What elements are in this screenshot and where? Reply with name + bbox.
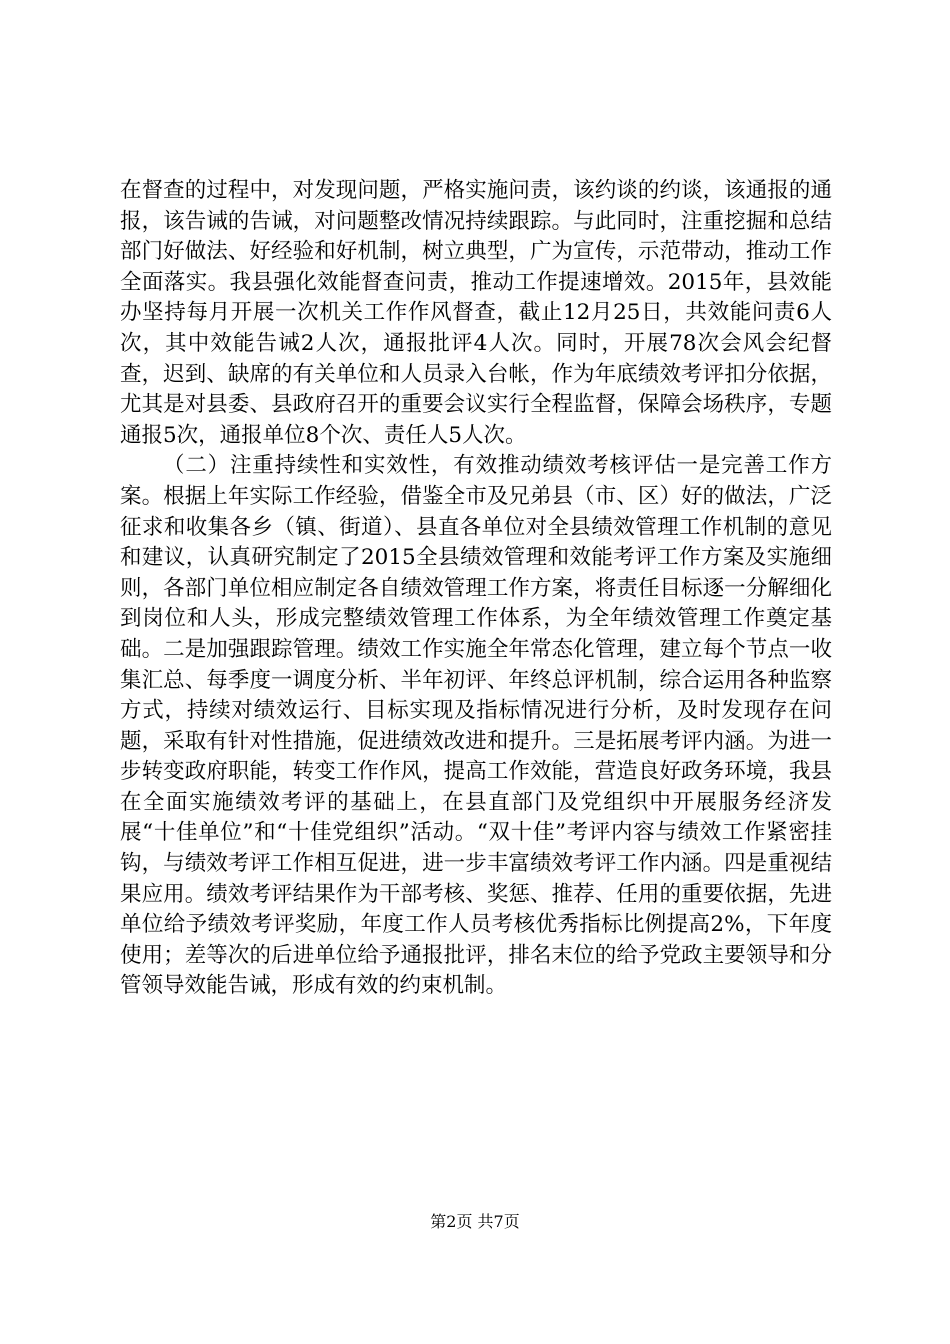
document-body	[120, 176, 832, 1002]
paragraph-1: 在督查的过程中，对发现问题，严格实施问责，该约谈的约谈，该通报的通报，该告诫的告诫，对问题整改情况持续跟踪。与此同时，注重挖掘和总结部门好做法、好经验和好机制，树立典型，广为宣传，示范带动，推动工作全面落实。我县强化效能督查问责，推动工作提速增效。2015年，县效能办坚持每月开展一次机关工作作风督查，截止12月25日，共效能问责6人次，其中效能告诫2人次，通报批评4人次。同时，开展78次会风会纪督查，迟到、缺席的有关单位和人员录入台帐，作为年底绩效考评扣分依据，尤其是对县委、县政府召开的重要会议实行全程监督，保障会场秩序，专题通报5次，通报单位8个次、责任人5人次。	[120, 178, 832, 448]
page-footer: 第2页 共7页	[430, 1212, 520, 1231]
paragraph-2: （二）注重持续性和实效性，有效推动绩效考核评估一是完善工作方案。根据上年实际工作经验，借鉴全市及兄弟县（市、区）好的做法，广泛征求和收集各乡（镇、街道）、县直各单位对全县绩效管理工作机制的意见和建议，认真研究制定了2015全县绩效管理和效能考评工作方案及实施细则，各部门单位相应制定各自绩效管理工作方案，将责任目标逐一分解细化到岗位和人头，形成完整绩效管理工作体系，为全年绩效管理工作奠定基础。二是加强跟踪管理。绩效工作实施全年常态化管理，建立每个节点一收集汇总、每季度一调度分析、半年初评、年终总评机制，综合运用各种监察方式，持续对绩效运行、目标实现及指标情况进行分析，及时发现存在问题，采取有针对性措施，促进绩效改进和提升。三是拓展考评内涵。为进一步转变政府职能，转变工作作风，提高工作效能，营造良好政务环境，我县在全面实施绩效考评的基础上，在县直部门及党组织中开展服务经济发展“十佳单位”和“十佳党组织”活动。“双十佳”考评内容与绩效工作紧密挂钩，与绩效考评工作相互促进，进一步丰富绩效考评工作内涵。四是重视结果应用。绩效考评结果作为干部考核、奖惩、推荐、任用的重要依据，先进单位给予绩效考评奖励，年度工作人员考核优秀指标比例提高2%，下年度使用；差等次的后进单位给予通报批评，排名末位的给予党政主要领导和分管领导效能告诫，形成有效的约束机制。	[120, 453, 832, 999]
